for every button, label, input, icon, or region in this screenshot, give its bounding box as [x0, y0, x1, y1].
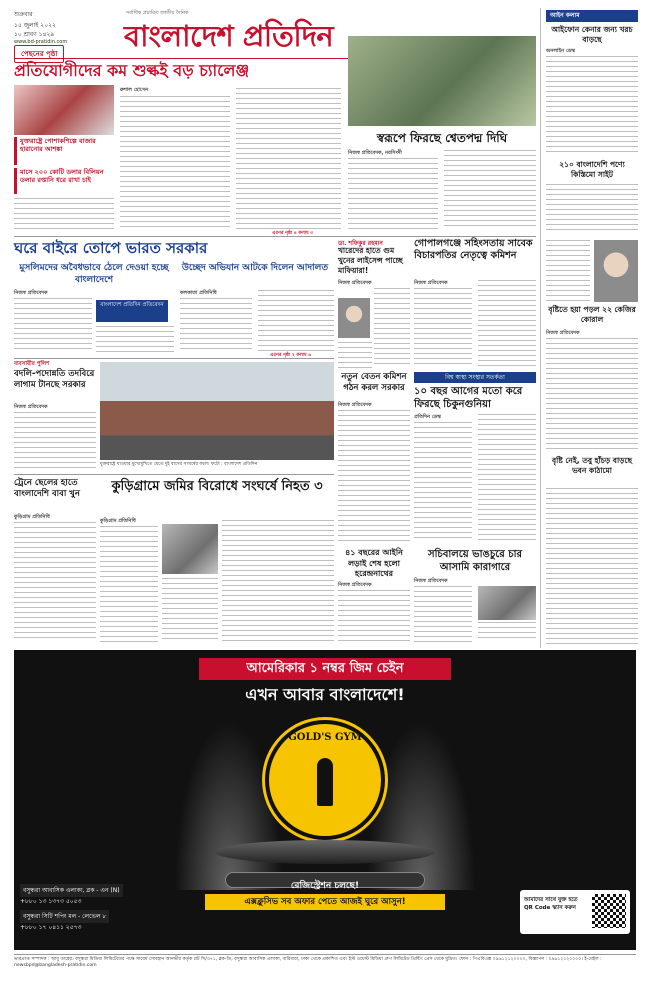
eighty-body	[338, 590, 410, 642]
right-story-4-title: বৃষ্টি নেই, তবু হাঁচড় বাড়ছে ভবন কাঠামো	[551, 456, 633, 475]
dr-byline: নিজস্ব প্রতিবেদক	[338, 280, 372, 286]
india-body-4	[258, 290, 334, 352]
lead-body-3	[14, 198, 114, 230]
right-story-3-photo	[594, 240, 638, 302]
gopalganj-body-1	[414, 288, 472, 368]
kurigram-headline: কুড়িগ্রামে জমির বিরোধে সংঘর্ষে নিহত ৩	[111, 479, 323, 494]
tagline: সর্বাধিক প্রচারিত জাতীয় দৈনিক	[126, 10, 189, 16]
ad-qr-box	[520, 890, 630, 934]
masthead-title: বাংলাদেশ প্রতিদিন	[124, 19, 334, 53]
right-story-1-title: আইফোন কেনার জন্য খরচ বাড়ছে	[551, 25, 633, 44]
chikungunya-label-text: বিশ্ব স্বাস্থ্য সংস্থার সতর্কতা	[445, 374, 505, 381]
ad-address-1: বসুন্ধরা আবাসিক এলাকা, ব্লক - এন (N)	[20, 884, 123, 897]
ad-logo-text: GOLD'S GYM	[288, 732, 362, 743]
train-byline: কুড়িগ্রাম প্রতিনিধি	[14, 514, 50, 520]
right-story-3-title: বৃষ্টিতে হয়া পড়ল ২২ কেজির কোরাল	[548, 305, 636, 324]
website: www.bd-pratidin.com	[14, 39, 68, 45]
lead-continue: এরপর পৃষ্ঠা ৪ কলাম ৩	[272, 231, 314, 236]
police-kicker	[14, 361, 49, 369]
secretariat-photo	[478, 586, 536, 620]
police-headline: বদলি-পদোন্নতি তদবিরে লাগাম টানছে সরকার	[14, 369, 95, 390]
police-byline: নিজস্ব প্রতিবেদক	[14, 404, 48, 410]
kurigram-body-1	[100, 526, 158, 642]
pay-headline: নতুন বেতন কমিশন গঠন করল সরকার	[341, 372, 407, 393]
dighi-body-2	[444, 150, 536, 230]
ad-phone-1: +৮৮০ ১৩ ১৩৭৩ ৫০৫৩	[20, 898, 82, 905]
lead-box-1-text: যুক্তরাষ্ট্রে পোশাকশিল্পে বাজার হারানোর আশঙ্কা	[20, 137, 96, 153]
section-rule-2	[14, 358, 334, 359]
right-story-3-byline: নিজস্ব প্রতিবেদক	[546, 330, 580, 336]
eighty-headline: ৪১ বছরের আইনি লড়াই শেষ হলো হরেন্দ্রনাথের	[345, 548, 403, 578]
india-sub-2: উচ্ছেদ অভিযান আটকে দিলেন আদালত	[181, 263, 329, 273]
police-kicker-text: ব্যবসায়ীর পুলিশ	[14, 361, 50, 367]
dr-body-2	[338, 342, 372, 368]
ad-logo	[265, 720, 385, 840]
dighi-byline: নিজস্ব প্রতিবেদক, নরসিংদী	[348, 150, 402, 156]
bus-photo	[100, 362, 334, 460]
india-body-3	[180, 298, 252, 352]
ad-spotlight-right	[366, 720, 476, 890]
india-byline-2: কলকাতা প্রতিনিধি	[180, 290, 217, 296]
dighi-body-1	[348, 158, 438, 230]
ad-registration-text: রেজিস্ট্রেশন চলছে!	[290, 881, 360, 891]
lead-body-2	[236, 88, 341, 230]
train-headline: ট্রেনে ছেলের হাতে বাংলাদেশি বাবা খুন	[14, 478, 80, 499]
gopalganj-headline: গোপালগঞ্জে সহিংসতায় সাবেক বিচারপতির নেতৃত্বে কমিশন	[414, 238, 533, 261]
ad-logo-figure	[317, 758, 333, 806]
ad-qr-code	[592, 894, 626, 928]
secretariat-byline: নিজস্ব প্রতিবেদক	[414, 578, 448, 584]
right-story-2-body	[546, 184, 638, 234]
chikungunya-label	[414, 372, 536, 383]
pay-body	[338, 410, 410, 542]
india-sub-1: মুসলিমদের অবৈধভাবে ঠেলে দেওয়া হচ্ছে বাংলাদেশে	[19, 263, 169, 285]
secretariat-body-2	[478, 622, 536, 642]
ad-headline: আমেরিকার ১ নম্বর জিম চেইন	[199, 658, 451, 680]
india-badge-text: বাংলাদেশ প্রতিদিন প্রতিবেদন	[100, 302, 164, 308]
lead-box-2	[14, 168, 114, 194]
ad-qr-text: আমাদের সাথে যুক্ত হতে QR Code স্ক্যান করুন	[524, 897, 578, 911]
dr-body-1	[374, 288, 410, 368]
kurigram-photo	[162, 524, 218, 574]
right-story-1-body	[546, 56, 638, 156]
gopalganj-byline: নিজস্ব প্রতিবেদক	[414, 280, 448, 286]
pay-byline: নিজস্ব প্রতিবেদক	[338, 402, 372, 408]
ad-registration	[225, 872, 425, 891]
india-body-2	[96, 326, 174, 352]
lead-photo	[14, 85, 114, 135]
chikungunya-body-1	[414, 422, 472, 542]
ad-subhead: এখন আবার বাংলাদেশে!	[245, 685, 405, 704]
ad-phone-2: +৮৮০ ১৭ ০৪১১ ২৫৭৩	[20, 924, 82, 931]
police-body	[14, 412, 96, 468]
ad-offer-banner: এক্সক্লুসিভ সব অফার পেতে আজই ঘুরে আসুন!	[205, 894, 445, 910]
india-continue: এরপর পৃষ্ঠা ২ কলাম ৬	[270, 353, 312, 358]
dr-author-text: ডা. শফিকুর রহমান	[338, 240, 383, 247]
kurigram-byline: কুড়িগ্রাম প্রতিনিধি	[100, 518, 136, 524]
ad-podium	[215, 840, 435, 864]
ad-address-2: বসুন্ধরা সিটি শপিং মল - লেভেল ৮	[20, 910, 109, 923]
eighty-byline: নিজস্ব প্রতিবেদক	[338, 582, 372, 588]
lead-box-1	[14, 137, 114, 165]
lead-byline: রুশাল হোসেন	[120, 87, 149, 93]
right-story-3-text	[546, 338, 638, 450]
right-column-label	[546, 10, 638, 22]
right-column-label-text: আইন কলাম	[550, 12, 580, 19]
india-byline-1: নিজস্ব প্রতিবেদক	[14, 290, 48, 296]
right-story-1-byline: অনলাইন ডেস্ক	[546, 48, 576, 54]
chikungunya-body-2	[478, 414, 536, 542]
dr-portrait	[338, 298, 370, 338]
page-label: পেছনের পৃষ্ঠা	[14, 45, 64, 63]
chikungunya-headline: ১০ বছর আগের মতো করে ফিরছে চিকুনগুনিয়া	[414, 386, 523, 410]
india-badge	[96, 300, 168, 322]
dighi-headline: স্বরূপে ফিরছে শ্বেতপদ্ম দিঘি	[376, 131, 508, 145]
gopalganj-body-2	[478, 280, 536, 368]
bus-caption: যুক্তরাষ্ট্রে যাওয়ার মুখোমুখিতে যেতে দুই বাসের সংঘর্ষের ফলে। ফটো : বাংলাদেশ প্রতিদিন	[100, 462, 258, 467]
lead-box-2-text: মাসে ২০০ কোটি ডলার বিলিয়ন ডলার রপ্তানি ধরে রাখা চাই	[20, 168, 104, 184]
imprint-line: ভারপ্রাপ্ত সম্পাদক : আবু তাহের। বসুন্ধরা মিডিয়া লিমিটেডের পক্ষে সায়েম সোবহান আনভীর কর্তৃক প্লট সি/৩৭১, ব্লক-ডি, বসুন্ধরা আবাসিক এলাকা, বারিধারা, ঢাকা থেকে প্রকাশিত এবং ইস্ট ওয়েস্ট মিডিয়া গ্রুপ লিমিটেড প্রিন্টিং প্রেস থেকে মুদ্রিত। ফোন : পিএবিএক্স ০৯৬১২১২০০০০, বিজ্ঞাপন : ০৯৬১২১২০০০০। ই-মেইল : newsbpd@bangladesh-pratidin.com	[14, 954, 636, 969]
chikungunya-byline: প্রতিদিন ডেস্ক	[414, 414, 442, 420]
ad-spotlight-left	[174, 720, 284, 890]
dr-headline: খারেদের হাতে গুম খুনের লাইসেন্স পাচ্ছে মাফিয়ারা!	[338, 246, 403, 275]
lead-body-1	[120, 96, 230, 230]
kurigram-body-3	[222, 520, 334, 642]
secretariat-body-1	[414, 586, 472, 642]
right-story-3-body	[546, 240, 590, 302]
india-body-1	[14, 298, 92, 352]
dighi-photo	[348, 36, 536, 126]
gym-advertisement	[14, 650, 636, 950]
india-headline: ঘরে বাইরে তোপে ভারত সরকার	[14, 239, 208, 257]
section-rule-1	[14, 236, 536, 237]
ad-contact	[20, 884, 200, 944]
secretariat-headline: সচিবালয়ে ভাঙচুরে চার আসামি কারাগারে	[427, 549, 523, 573]
right-story-4-body	[546, 488, 638, 644]
section-rule-3	[14, 474, 334, 475]
train-body	[14, 522, 96, 642]
issue-date-bangla: ১০ শ্রাবণ ১৪২৯	[14, 31, 55, 38]
lead-headline: প্রতিযোগীদের কম শুল্কই বড় চ্যালেঞ্জ	[14, 61, 250, 80]
issue-date-english: ১৫ জুলাই ২০২২	[14, 22, 56, 29]
kurigram-body-2	[162, 578, 218, 642]
issue-day: শুক্রবার	[14, 11, 33, 18]
right-story-2-title: ২১০ বাংলাদেশি পণ্যে কিস্তিমো সাইট	[559, 160, 625, 179]
